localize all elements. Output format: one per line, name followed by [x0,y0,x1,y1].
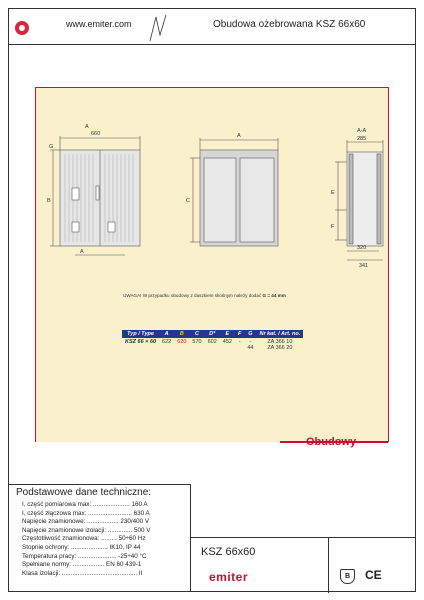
spec-cell-c: 570 [192,339,202,345]
page-title: Obudowa ożebrowana KSZ 66x60 [213,19,366,30]
spec-header-e: E [220,330,235,338]
spec-cell-g: - 44 [247,339,254,351]
spec-header-catalog: Nr kat. / Art. no. [256,330,303,338]
side-height-label: C [186,198,190,204]
emiter-logo-icon [15,21,29,35]
spec-header-row [122,330,303,338]
list-item: Napięcie znamionowe: .................. 230/400 V [22,518,150,526]
spec-header-g: G [244,330,256,338]
list-item: Spełniane normy: .................. EN 60 439-1 [22,561,142,569]
front-depth-label: G [49,144,54,150]
technical-drawing [35,110,388,280]
section-view [335,140,383,260]
technical-list [22,501,182,578]
footer-panel [191,537,416,592]
section-outer-value: 341 [359,263,369,269]
website-url[interactable]: www.emiter.com [66,19,132,29]
brand-logo: emiter [209,570,249,584]
section-title: A-A [357,128,367,134]
list-item: I, część złączowa max: ......................... 630 A [22,509,150,517]
spec-header-b: B [174,330,189,338]
table-row [122,338,303,352]
right-red-line [388,87,389,442]
footer-divider [328,538,329,593]
header-divider-icon [148,13,168,43]
spec-cell-d: 602 [207,339,217,345]
mounting-note: UWAGA! W przypadku obudowy z daszkiem skośnym należy dodać G = 44 mm [123,293,286,298]
front-width-label: A [85,124,89,130]
spec-cell-a: 622 [162,339,172,345]
spec-cell-catalog: ZA 366 10 ZA 366 20 [267,339,293,351]
certification-icon: B [340,569,355,584]
spec-header-c: C [189,330,204,338]
section-top-value: 285 [357,136,367,142]
section-lower-label: F [331,224,335,230]
spec-header-a: A [159,330,174,338]
top-red-line [35,87,388,88]
list-item: Klasa izolacji: ........................................... II [22,569,143,577]
list-item: Stopnie ochrony: ..................... IK10, IP 44 [22,543,141,551]
spec-cell-e: 452 [222,339,232,345]
front-view [50,136,140,255]
side-view [190,138,278,246]
list-item: Częstotliwość znamionowa: ......... 50÷60 Hz [22,535,146,543]
spec-table [122,330,303,352]
list-item: Temperatura pracy: ...................... -25÷40 °C [22,552,147,560]
list-item: I, część pomiarowa max: ..................... 160 A [22,501,148,508]
technical-heading: Podstawowe dane techniczne: [16,487,152,498]
category-label: Obudowy [306,436,357,448]
spec-header-d: D* [205,330,220,338]
technical-data-panel [8,484,191,592]
front-width-value: 660 [91,131,101,137]
side-width-label: A [237,133,241,139]
list-item: Napięcie znamionowe izolacji: .............. 500 V [22,526,151,534]
spec-header-f: F [235,330,244,338]
section-upper-label: E [331,190,335,196]
front-foot-label: A [80,249,84,255]
spec-cell-f: - [238,339,241,345]
ce-mark-icon: CE [365,568,382,582]
section-inner-value: 320 [357,245,367,251]
model-name: KSZ 66x60 [201,546,256,558]
spec-cell-b: 620 [177,339,187,345]
spec-cell-type: KSZ 66 × 60 [125,339,157,345]
spec-header-type: Typ / Type [122,330,159,338]
page-header [8,8,416,45]
front-height-label: B [47,198,51,204]
